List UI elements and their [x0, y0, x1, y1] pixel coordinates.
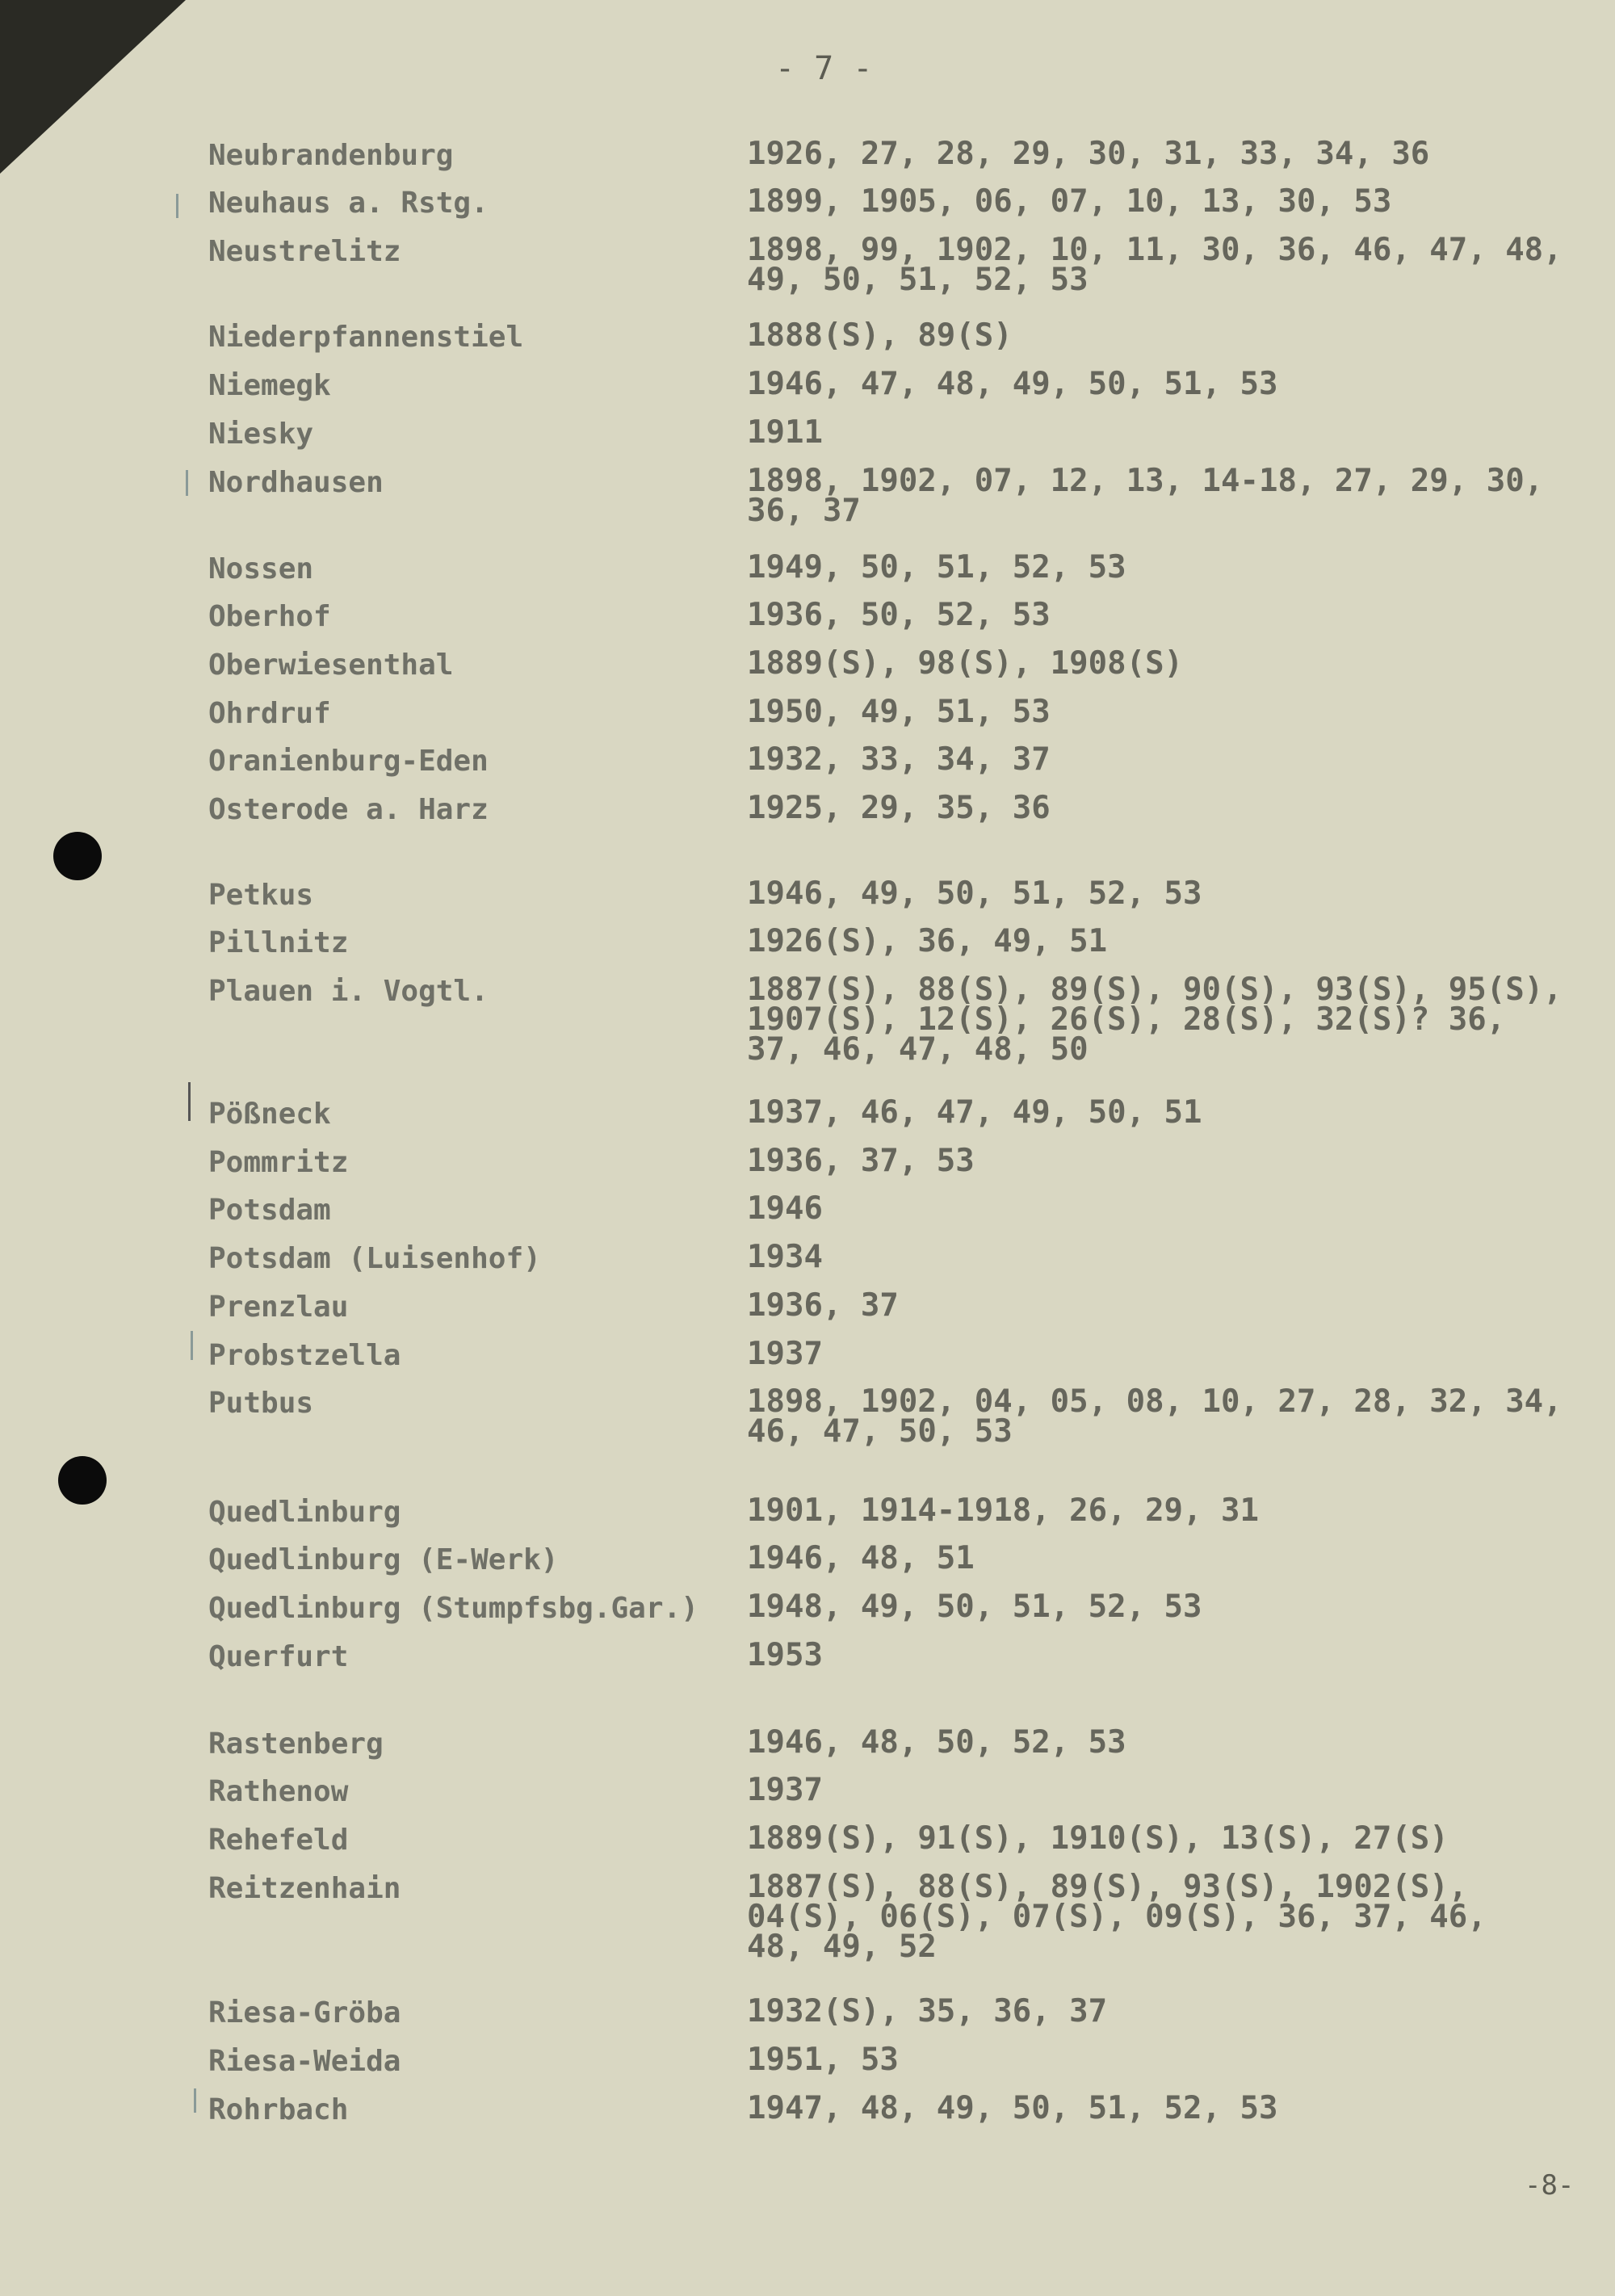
- year-list: 1937, 46, 47, 49, 50, 51: [747, 1094, 1202, 1131]
- year-list: 1888(S), 89(S): [747, 317, 1013, 354]
- year-list: 1926, 27, 28, 29, 30, 31, 33, 34, 36: [747, 136, 1430, 172]
- place-name: Potsdam: [208, 1194, 331, 1227]
- year-list: 1946, 49, 50, 51, 52, 53: [747, 875, 1202, 912]
- place-name: Niemegk: [208, 369, 331, 402]
- place-name: Prenzlau: [208, 1291, 349, 1324]
- year-list: 1946, 47, 48, 49, 50, 51, 53: [747, 366, 1278, 402]
- year-list: 1887(S), 88(S), 89(S), 93(S), 1902(S), 04(S), 06(S), 07(S), 09(S), 36, 37, 46, 48, 49, 52: [747, 1869, 1487, 1965]
- place-name: Putbus: [208, 1387, 314, 1420]
- year-list: 1936, 37, 53: [747, 1143, 975, 1179]
- place-name: Plauen i. Vogtl.: [208, 975, 489, 1008]
- year-list: 1946, 48, 51: [747, 1540, 975, 1576]
- punch-hole: [58, 1456, 107, 1505]
- year-list: 1936, 37: [747, 1287, 899, 1324]
- place-name: Niesky: [208, 418, 314, 451]
- year-list: 1936, 50, 52, 53: [747, 597, 1051, 633]
- place-name: Oberhof: [208, 600, 331, 633]
- page-number: - 7 -: [775, 50, 873, 87]
- year-list: 1947, 48, 49, 50, 51, 52, 53: [747, 2090, 1278, 2126]
- year-list: 1925, 29, 35, 36: [747, 790, 1051, 826]
- year-list: 1898, 1902, 04, 05, 08, 10, 27, 28, 32, 34, 46, 47, 50, 53: [747, 1383, 1563, 1450]
- year-list: 1946, 48, 50, 52, 53: [747, 1724, 1126, 1761]
- place-name: Oberwiesenthal: [208, 649, 454, 682]
- place-name: Pommritz: [208, 1146, 349, 1179]
- next-page-marker: -8-: [1525, 2169, 1575, 2202]
- year-list: 1887(S), 88(S), 89(S), 90(S), 93(S), 95(S), 1907(S), 12(S), 26(S), 28(S), 32(S)? 36, 37, 46, 47, 48, 50: [747, 972, 1563, 1068]
- margin-tick: [191, 1331, 193, 1360]
- place-name: Quedlinburg (Stumpfsbg.Gar.): [208, 1592, 698, 1625]
- year-list: 1898, 99, 1902, 10, 11, 30, 36, 46, 47, 48, 49, 50, 51, 52, 53: [747, 232, 1563, 298]
- year-list: 1932(S), 35, 36, 37: [747, 1993, 1108, 2029]
- year-list: 1911: [747, 414, 823, 451]
- place-name: Petkus: [208, 879, 314, 912]
- place-name: Niederpfannenstiel: [208, 321, 524, 354]
- year-list: 1901, 1914-1918, 26, 29, 31: [747, 1492, 1259, 1529]
- place-name: Nossen: [208, 552, 314, 586]
- place-name: Nordhausen: [208, 466, 384, 499]
- place-name: Querfurt: [208, 1640, 349, 1673]
- margin-tick: [194, 2088, 196, 2113]
- place-name: Osterode a. Harz: [208, 793, 489, 826]
- place-name: Ohrdruf: [208, 697, 331, 730]
- place-name: Rohrbach: [208, 2093, 349, 2126]
- place-name: Reitzenhain: [208, 1872, 401, 1905]
- place-name: Oranienburg-Eden: [208, 745, 489, 778]
- place-name: Neuhaus a. Rstg.: [208, 187, 489, 220]
- place-name: Rathenow: [208, 1775, 349, 1808]
- punch-hole: [53, 832, 102, 880]
- place-name: Riesa-Weida: [208, 2045, 401, 2078]
- year-list: 1932, 33, 34, 37: [747, 741, 1051, 778]
- place-name: Riesa-Gröba: [208, 1996, 401, 2029]
- place-name: Potsdam (Luisenhof): [208, 1242, 541, 1275]
- year-list: 1926(S), 36, 49, 51: [747, 923, 1108, 959]
- place-name: Pößneck: [208, 1098, 331, 1131]
- year-list: 1937: [747, 1772, 823, 1808]
- place-name: Rehefeld: [208, 1824, 349, 1857]
- year-list: 1953: [747, 1637, 823, 1673]
- year-list: 1899, 1905, 06, 07, 10, 13, 30, 53: [747, 183, 1392, 220]
- margin-tick: [188, 1082, 191, 1121]
- year-list: 1898, 1902, 07, 12, 13, 14-18, 27, 29, 30, 36, 37: [747, 463, 1544, 529]
- place-name: Rastenberg: [208, 1727, 384, 1761]
- place-name: Neubrandenburg: [208, 139, 454, 172]
- year-list: 1937: [747, 1336, 823, 1372]
- place-name: Pillnitz: [208, 926, 349, 959]
- year-list: 1951, 53: [747, 2042, 899, 2078]
- place-name: Neustrelitz: [208, 235, 401, 268]
- year-list: 1946: [747, 1190, 823, 1227]
- year-list: 1950, 49, 51, 53: [747, 694, 1051, 730]
- year-list: 1889(S), 98(S), 1908(S): [747, 645, 1184, 682]
- year-list: 1934: [747, 1239, 823, 1275]
- place-name: Probstzella: [208, 1339, 401, 1372]
- year-list: 1889(S), 91(S), 1910(S), 13(S), 27(S): [747, 1820, 1449, 1857]
- place-name: Quedlinburg: [208, 1496, 401, 1529]
- year-list: 1948, 49, 50, 51, 52, 53: [747, 1589, 1202, 1625]
- year-list: 1949, 50, 51, 52, 53: [747, 549, 1126, 586]
- margin-tick: [176, 194, 178, 218]
- margin-tick: [186, 470, 188, 496]
- place-name: Quedlinburg (E-Werk): [208, 1543, 559, 1576]
